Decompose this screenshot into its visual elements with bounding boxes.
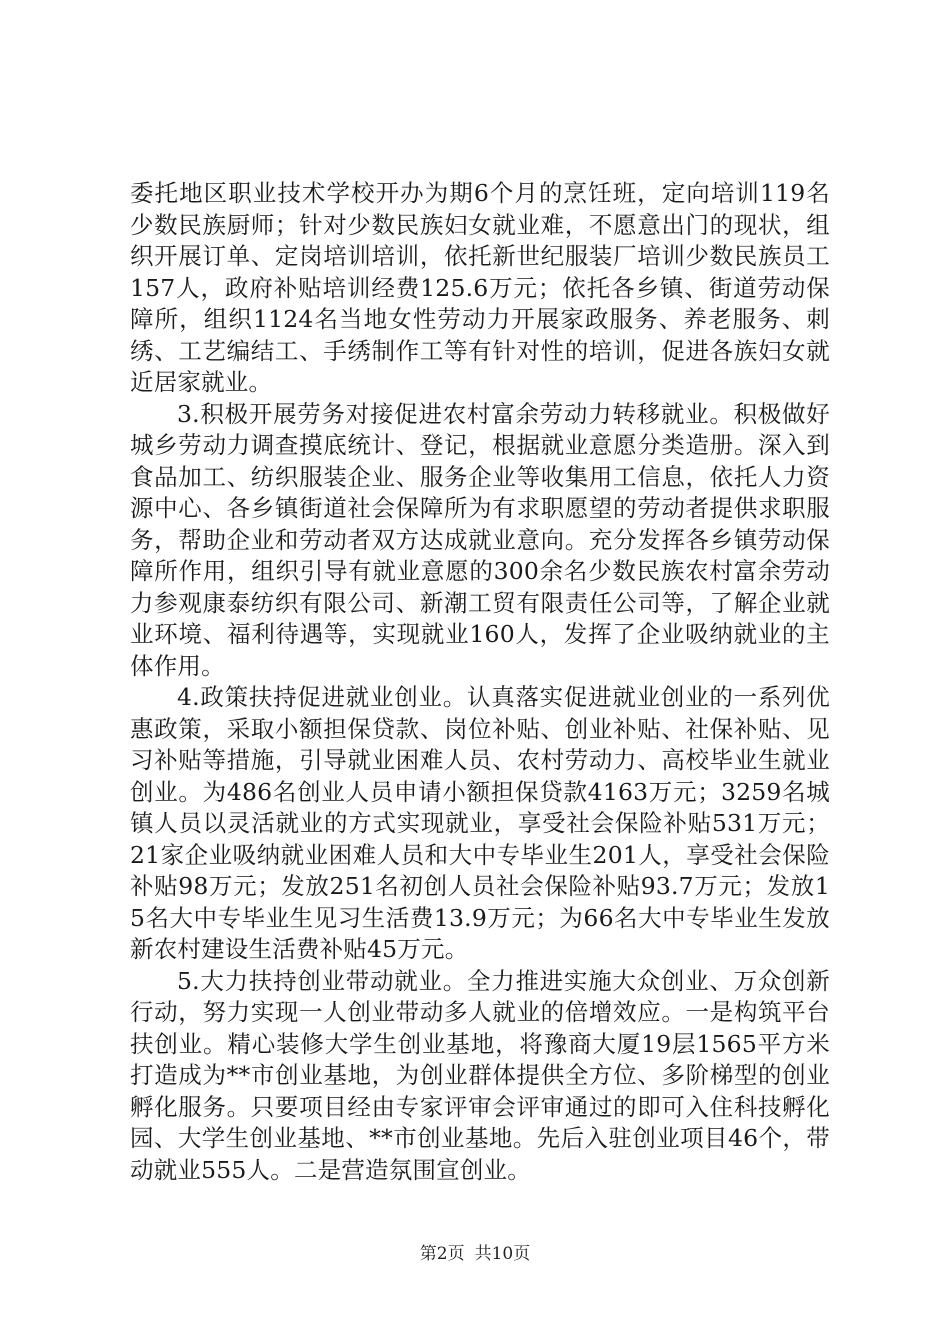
paragraph-continued: 委托地区职业技术学校开办为期6个月的烹饪班，定向培训119名少数民族厨师；针对少数民族妇女就业难，不愿意出门的现状，组织开展订单、定岗培训培训，依托新世纪服装厂培训少数民族员工157人，政府补贴培训经费125.6万元；依托各乡镇、街道劳动保障所，组织1124名当地女性劳动力开展家政服务、养老服务、刺绣、工艺编结工、手绣制作工等有针对性的培训，促进各族妇女就近居家就业。 [130,179,830,396]
paragraph-entrepreneurship: 5.大力扶持创业带动就业。全力推进实施大众创业、万众创新行动，努力实现一人创业带动多人就业的倍增效应。一是构筑平台扶创业。精心装修大学生创业基地，将豫商大厦19层1565平方米打造成为**市创业基地，为创业群体提供全方位、多阶梯型的创业孵化服务。只要项目经由专家评审会评审通过的即可入住科技孵化园、大学生创业基地、**市创业基地。先后入驻创业项目46个，带动就业555人。二是营造氛围宣创业。 [130,966,830,1184]
page-total: 共10页 [474,1244,531,1264]
paragraph-labor-transfer: 3.积极开展劳务对接促进农村富余劳动力转移就业。积极做好城乡劳动力调查摸底统计、登记，根据就业意愿分类造册。深入到食品加工、纺织服装企业、服务企业等收集用工信息，依托人力资源中心、各乡镇街道社会保障所为有求职愿望的劳动者提供求职服务，帮助企业和劳动者双方达成就业意向。充分发挥各乡镇劳动保障所作用，组织引导有就业意愿的300余名少数民族农村富余劳动力参观康泰纺织有限公司、新潮工贸有限责任公司等，了解企业就业环境、福利待遇等，实现就业160人，发挥了企业吸纳就业的主体作用。 [130,399,830,680]
document-body [130,178,830,1186]
page-footer [0,1243,950,1265]
page-number: 第2页 [419,1244,465,1264]
paragraph-policy-support: 4.政策扶持促进就业创业。认真落实促进就业创业的一系列优惠政策，采取小额担保贷款、岗位补贴、创业补贴、社保补贴、见习补贴等措施，引导就业困难人员、农村劳动力、高校毕业生就业创业。为486名创业人员申请小额担保贷款4163万元；3259名城镇人员以灵活就业的方式实现就业，享受社会保险补贴531万元；21家企业吸纳就业困难人员和大中专毕业生201人，享受社会保险补贴98万元；发放251名初创人员社会保险补贴93.7万元；发放15名大中专毕业生见习生活费13.9万元；为66名大中专毕业生发放新农村建设生活费补贴45万元。 [130,683,830,963]
